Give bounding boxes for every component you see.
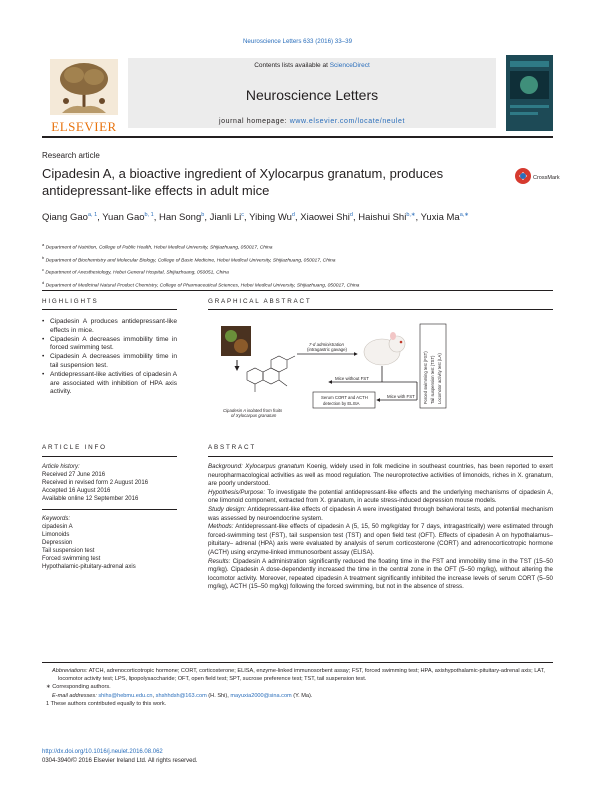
abstract-rule: [208, 456, 553, 457]
abbrev-label: Abbreviations:: [52, 668, 88, 674]
background-species: Xylocarpus granatum: [245, 463, 305, 470]
keyword-item: Limonoids: [42, 532, 70, 538]
history-entry: Received 27 June 2016: [42, 472, 106, 478]
abstract-body: [208, 463, 553, 592]
elsevier-tree-logo[interactable]: [42, 55, 126, 134]
footnote-rule: [42, 662, 553, 663]
highlight-item: • Cipadesin A produces antidepressant-like effects in mice.: [42, 318, 177, 335]
crossmark-label: CrossMark: [533, 175, 560, 181]
affiliation-marker: d: [42, 279, 45, 285]
highlight-item: • Cipadesin A decreases immobility time in forced swimming test.: [42, 336, 177, 353]
keyword-item: cipadesin A: [42, 524, 73, 530]
cipadesin-molecule: [247, 356, 295, 392]
abstract-results: [208, 558, 553, 592]
author-name[interactable]: Qiang Gao: [42, 212, 88, 224]
ga-test-la: Locomotor activity test (LA): [437, 353, 442, 404]
homepage-link[interactable]: www.elsevier.com/locate/neulet: [289, 118, 405, 125]
graphical-abstract-figure: [217, 320, 450, 420]
crossmark-badge[interactable]: [513, 165, 560, 195]
footnotes: [42, 667, 553, 708]
author-affiliation-marker[interactable]: a, 1: [87, 212, 98, 218]
author-name[interactable]: Yibing Wu: [249, 212, 292, 224]
background-text: Koenig, widely used in folk medicine in southeast countries, has been reported to exert neuropharmacological activities as well as mood regulation. The neuroprotective activities of limonoids, riches in X. granatum, are poorly understood.: [208, 463, 553, 488]
design-text: Antidepressant-like effects of cipadesin A were investigated through behavioral tests, and potential mechanism was assessed by neuroendocrine system.: [208, 505, 553, 522]
abstract-methods: [208, 523, 553, 557]
article-type: Research article: [42, 151, 100, 160]
author-name[interactable]: Haishui Shi: [358, 212, 407, 224]
highlights-list: [42, 318, 177, 397]
journal-name: Neuroscience Letters: [245, 87, 379, 103]
abstract-design: [208, 506, 553, 523]
affiliation-rule: [42, 290, 553, 291]
abbrev-text: ATCH, adrenocorticotropic hormone; CORT, corticosterone; ELISA, enzyme-linked immunosorbent assay; FST, forced swimming test; HPA, axishypothalamic-pituitary-adrenal axis; LAT, locomotor activity test; LPS, lipopolysaccharide; OFT, open field test; SPT, sucrose preference test; TST, tail suspension test.: [58, 668, 545, 683]
keyword-list: [42, 523, 177, 571]
keyword-item: Forced swimming test: [42, 556, 101, 562]
affiliation-item: [42, 278, 553, 291]
email-note: [42, 692, 553, 700]
affiliation-item: [42, 265, 553, 278]
ga-caption-2: of Xylocarpus granatum: [231, 413, 277, 418]
ga-test-tst: Tail suspension test (TST): [430, 355, 435, 404]
article-info-rule: [42, 456, 177, 457]
author-name[interactable]: Han Song: [158, 212, 202, 224]
abstract-heading: ABSTRACT: [208, 444, 256, 451]
publisher-name: ELSEVIER: [51, 119, 117, 134]
affiliation-text: Department of Nutrition, College of Public Health, Hebei Medical University, Shijiazhuang, 050017, China: [45, 245, 273, 251]
design-label: Study design:: [208, 505, 246, 513]
abstract-background: [208, 463, 553, 489]
email-link-3[interactable]: mayuxia2000@sina.com: [230, 692, 292, 699]
ga-test-fst: Forced swimming test (FST): [423, 351, 428, 404]
affiliation-marker: a: [42, 242, 45, 247]
highlights-rule: [42, 309, 177, 310]
equal-contribution-note: 1 These authors contributed equally to this work.: [46, 700, 167, 707]
contents-line: [128, 62, 496, 69]
results-label: Results:: [208, 557, 231, 565]
email-name-2: (H. Shi),: [206, 692, 231, 699]
homepage-prefix: journal homepage:: [218, 118, 290, 125]
graphical-abstract-rule: [208, 309, 553, 310]
author-affiliation-marker[interactable]: a,∗: [459, 212, 469, 218]
hypothesis-label: Hypothesis/Purpose:: [208, 488, 266, 496]
article-title: Cipadesin A, a bioactive ingredient of Xylocarpus granatum, produces antidepressant-like effects in adult mice: [42, 166, 444, 198]
abstract-hypothesis: [208, 489, 553, 506]
background-label: Background:: [208, 463, 243, 470]
article-history-label: Article history:: [42, 464, 80, 470]
doi-block: [42, 748, 342, 766]
plant-photo: [221, 326, 251, 356]
ga-admin-2: (intragastric gavage): [307, 347, 348, 352]
keywords-rule: [42, 509, 177, 510]
results-text: Cipadesin A administration significantly reduced the floating time in the FST and immobility time in the TST (15–50 mg/kg). Cipadesin A dose-dependently increased the time in the central zone in the OFT (5–50 mg/kg), without altering the locomotor activity. Moreover, repeated cipadesin A treatment significantly inhibited the increase levels of serum CORT (5–50 mg/kg), ACTH (15–50 mg/kg) following the forced swimming, but not in the absence of stress.: [208, 557, 553, 591]
email-link-2[interactable]: shshhdsh@163.com: [155, 692, 207, 699]
journal-reference[interactable]: Neuroscience Letters 633 (2016) 33–39: [242, 38, 353, 45]
doi-link[interactable]: http://dx.doi.org/10.1016/j.neulet.2016.08.062: [42, 749, 163, 755]
banner-center: [128, 58, 496, 128]
affiliation-text: Department of Anesthesiology, Hebei General Hospital, Shijiazhuang, 050051, China: [45, 270, 229, 276]
affiliation-text: Department of Biochemistry and Molecular Biology, College of Basic Medicine, Hebei Medical University, Shijiazhuang, 050017, China: [45, 258, 336, 264]
affiliation-text: Department of Medicinal Natural Product Chemistry, College of Pharmaceutical Sciences, Hebei Medical University, Shijiazhuang, 050017, China: [45, 283, 360, 289]
methods-label: Methods:: [208, 523, 234, 531]
highlight-item: • Cipadesin A decreases immobility time in tail suspension test.: [42, 353, 177, 370]
affiliation-item: [42, 240, 553, 253]
author-name[interactable]: Yuan Gao: [102, 212, 145, 224]
article-history: [42, 471, 177, 503]
email-label: E-mail addresses:: [52, 692, 97, 699]
corresponding-note: ∗ Corresponding authors.: [46, 684, 111, 691]
affiliation-list: [42, 240, 553, 291]
email-link-1[interactable]: shihs@hebmu.edu.cn: [98, 692, 153, 699]
article-info-block: [42, 463, 177, 571]
methods-text: Antidepressant-like effects of cipadesin A (5, 15, 50 mg/kg/day for 7 days, intragastrically) were estimated through forced-swimming test (FST), tail suspension test (TST) and open field test (OFT). Effects of cipadesin A on hypothalamus–pituitary– adrenal (HPA) axis were evaluated by analysis of serum corticosterone (CORT) and adrenocorticotropic hormone (ACTH) using enzyme-linked immunosorbent assay (ELISA).: [208, 523, 553, 556]
graphical-abstract-heading: GRAPHICAL ABSTRACT: [208, 298, 312, 305]
journal-homepage: [128, 118, 496, 125]
hypothesis-text: To investigate the potential antidepressant-like effects and the underlying mechanisms of cipadesin A, one limonoid component, extracted from X. granatum, in acute stress-induced depression mouse models.: [208, 488, 553, 505]
author-affiliation-marker[interactable]: d: [349, 212, 353, 218]
keywords-label: Keywords:: [42, 516, 71, 522]
author-name[interactable]: Jianli Li: [209, 212, 242, 224]
author-list: Qiang Gao$^{a, 1}$, Yuan Gao$^{b, 1}$, Han Song$^b$, Jianli Li$^c$, Yibing Wu$^d$, Xiaowei Shi$^d$, Haishui Shi$^{b,∗}$, Yuxia $Ma^{a,∗}$: [42, 212, 469, 224]
author-name[interactable]: Yuxia Ma: [420, 212, 460, 224]
affiliation-item: [42, 253, 553, 266]
email-sep: ,: [152, 692, 156, 699]
journal-banner: [42, 55, 553, 134]
author-name[interactable]: Xiaowei Shi: [300, 212, 350, 224]
author-affiliation-marker[interactable]: b: [201, 212, 205, 218]
author-affiliation-marker[interactable]: d: [291, 212, 295, 218]
ga-elisa-2: detection by ELISA: [323, 401, 360, 406]
copyright-line: 0304-3940/© 2016 Elsevier Ireland Ltd. All rights reserved.: [42, 758, 198, 764]
highlights-heading: HIGHLIGHTS: [42, 298, 99, 305]
article-info-heading: ARTICLE INFO: [42, 444, 107, 451]
header-rule: [42, 136, 553, 138]
ga-mice-with-fst: Mice with FST: [387, 394, 415, 399]
history-entry: Accepted 16 August 2016: [42, 488, 111, 494]
keyword-item: Depression: [42, 540, 73, 546]
affiliation-marker: b: [42, 254, 45, 260]
author-affiliation-marker[interactable]: b,∗: [406, 212, 416, 218]
history-entry: Available online 12 September 2016: [42, 496, 139, 502]
ga-elisa-1: Serum CORT and ACTH: [321, 395, 368, 400]
keyword-item: Hypothalamic-pituitary-adrenal axis: [42, 564, 136, 570]
history-entry: Received in revised form 2 August 2016: [42, 480, 149, 486]
author-affiliation-marker[interactable]: b, 1: [144, 212, 154, 218]
ga-caption-1: Cipadesin A isolated from fruits: [223, 408, 283, 413]
contents-prefix: Contents lists available at: [254, 62, 330, 69]
keyword-item: Tail suspension test: [42, 548, 95, 554]
author-affiliation-marker[interactable]: c: [241, 212, 245, 218]
highlight-item: • Antidepressant-like activities of cipadesin A are associated with inhibition of HPA axis activity.: [42, 371, 177, 397]
ga-mice-without-fst: Mice without FST: [335, 376, 369, 381]
affiliation-marker: c: [42, 267, 44, 273]
journal-cover-thumbnail[interactable]: [506, 55, 553, 131]
email-name-3: (Y. Ma).: [291, 692, 313, 699]
mouse-illustration: [364, 332, 405, 365]
sciencedirect-link[interactable]: ScienceDirect: [329, 62, 370, 69]
abbreviations-note: [42, 667, 553, 683]
ga-admin-1: 7-d administration: [309, 342, 344, 347]
